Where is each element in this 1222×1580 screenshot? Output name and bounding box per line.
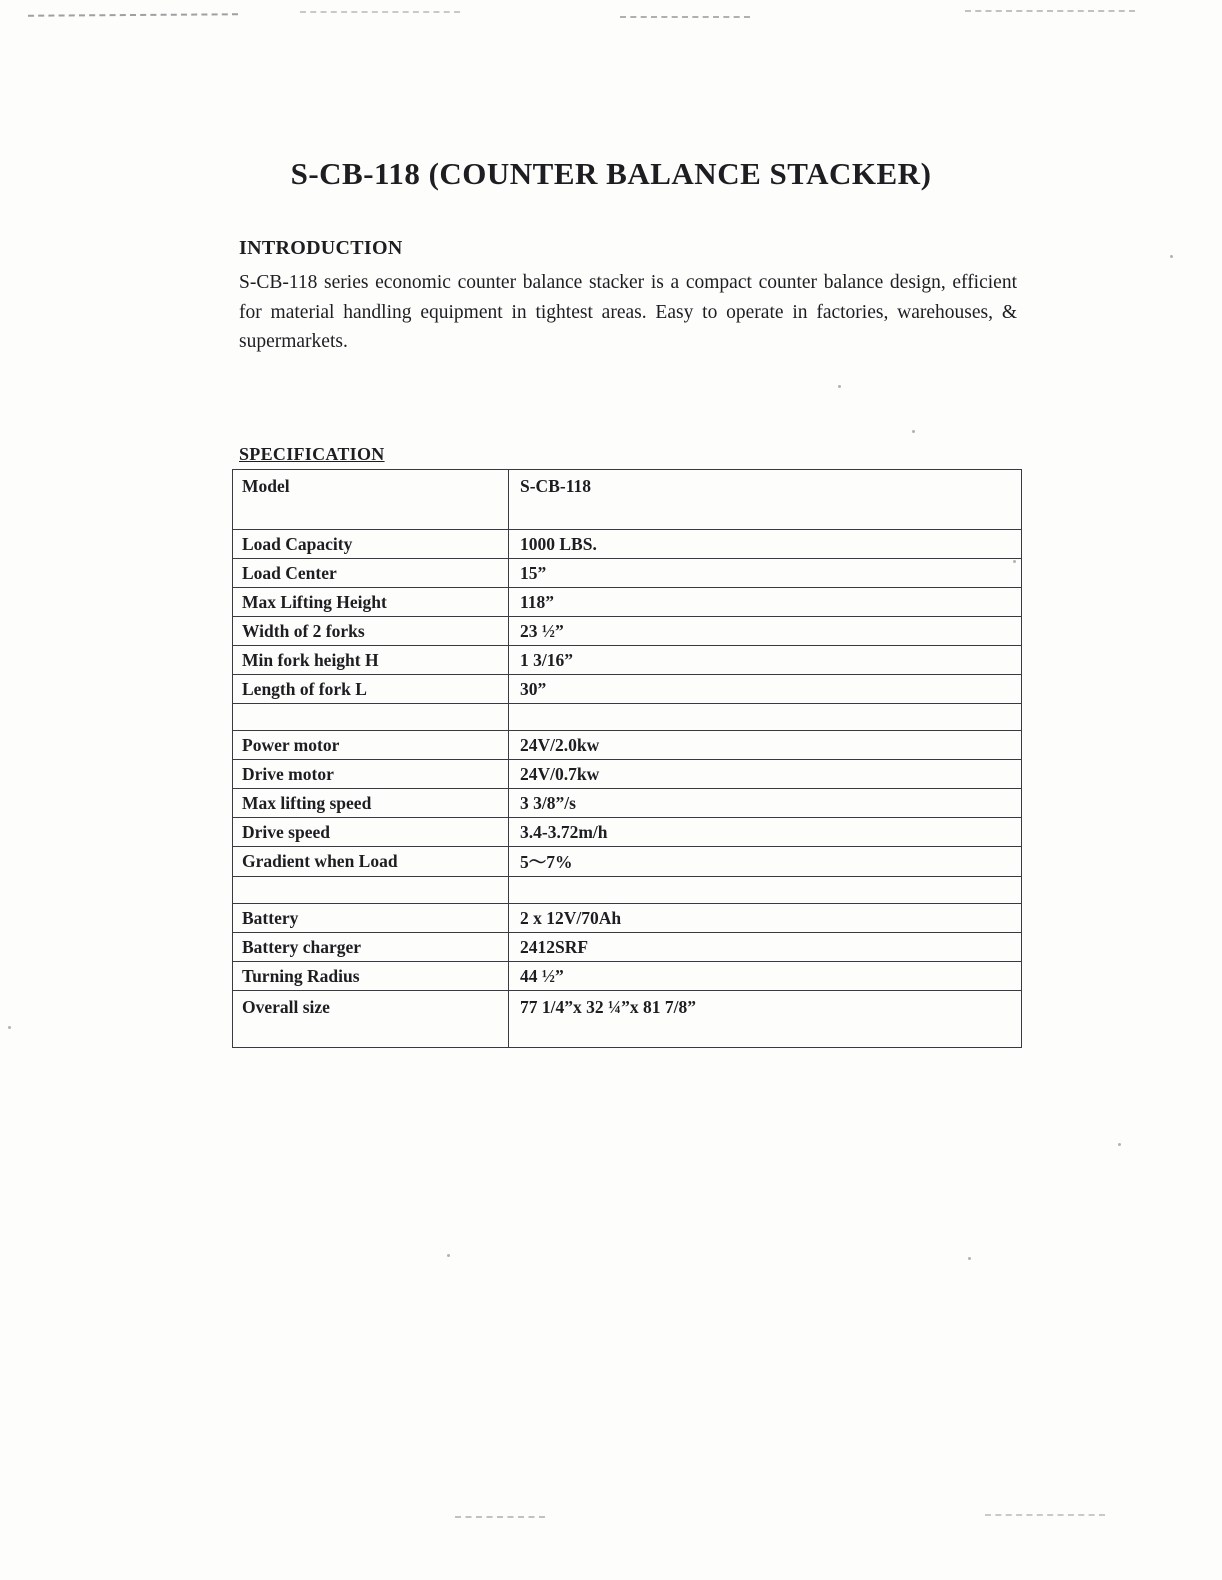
spec-table-body [233, 470, 1022, 1048]
spec-label: Load Capacity [233, 530, 509, 559]
spec-value: 24V/2.0kw [509, 731, 1022, 760]
spec-value: 5～7% [509, 847, 1022, 877]
table-row [233, 991, 1022, 1048]
spec-value: 77 1/4”x 32 ¼”x 81 7/8” [509, 991, 1022, 1048]
table-row [233, 962, 1022, 991]
spec-value: 24V/0.7kw [509, 760, 1022, 789]
table-row [233, 904, 1022, 933]
introduction-paragraph: S-CB-118 series economic counter balance stacker is a compact counter balance design, efficient for material handling equipment in tightest areas. Easy to operate in factories, warehouses, & supermarkets. [239, 272, 1017, 353]
specification-heading: SPECIFICATION [239, 444, 385, 464]
scan-speck [912, 430, 915, 433]
specification-table [232, 469, 1022, 1048]
spec-value: S-CB-118 [509, 470, 1022, 530]
spec-value: 3.4-3.72m/h [509, 818, 1022, 847]
spec-value: 1000 LBS. [509, 530, 1022, 559]
scan-artifact [300, 11, 460, 13]
table-row [233, 530, 1022, 559]
scan-speck [1170, 255, 1173, 258]
scan-artifact [455, 1516, 545, 1518]
table-row [233, 847, 1022, 877]
spec-label: Length of fork L [233, 675, 509, 704]
table-row [233, 933, 1022, 962]
table-row [233, 877, 1022, 904]
scan-speck [968, 1257, 971, 1260]
table-row [233, 760, 1022, 789]
scan-artifact [28, 13, 238, 16]
table-row [233, 818, 1022, 847]
spec-label [233, 877, 509, 904]
table-row [233, 588, 1022, 617]
page-title: S-CB-118 (COUNTER BALANCE STACKER) [290, 156, 932, 191]
table-row [233, 617, 1022, 646]
spec-value: 118” [509, 588, 1022, 617]
table-row [233, 789, 1022, 818]
spec-label: Drive motor [233, 760, 509, 789]
spec-value [509, 704, 1022, 731]
spec-label: Drive speed [233, 818, 509, 847]
spec-label [233, 704, 509, 731]
spec-label: Load Center [233, 559, 509, 588]
table-row [233, 704, 1022, 731]
spec-label: Battery [233, 904, 509, 933]
spec-label: Min fork height H [233, 646, 509, 675]
scan-artifact [985, 1514, 1105, 1516]
scan-artifact [965, 10, 1135, 12]
spec-label: Model [233, 470, 509, 530]
spec-label: Gradient when Load [233, 847, 509, 877]
table-row [233, 675, 1022, 704]
table-row [233, 559, 1022, 588]
spec-value: 15” [509, 559, 1022, 588]
table-row [233, 646, 1022, 675]
scan-speck [8, 1026, 11, 1029]
spec-value: 3 3/8”/s [509, 789, 1022, 818]
spec-value: 2 x 12V/70Ah [509, 904, 1022, 933]
spec-label: Power motor [233, 731, 509, 760]
spec-value: 23 ½” [509, 617, 1022, 646]
scan-speck [1118, 1143, 1121, 1146]
spec-label: Max Lifting Height [233, 588, 509, 617]
spec-label: Battery charger [233, 933, 509, 962]
scan-artifact [620, 16, 750, 18]
introduction-heading: INTRODUCTION [239, 237, 403, 259]
table-row [233, 470, 1022, 530]
spec-value: 44 ½” [509, 962, 1022, 991]
scan-speck [838, 385, 841, 388]
spec-label: Turning Radius [233, 962, 509, 991]
spec-label: Max lifting speed [233, 789, 509, 818]
spec-value [509, 877, 1022, 904]
spec-value: 30” [509, 675, 1022, 704]
spec-label: Width of 2 forks [233, 617, 509, 646]
spec-value: 1 3/16” [509, 646, 1022, 675]
spec-value: 2412SRF [509, 933, 1022, 962]
table-row [233, 731, 1022, 760]
spec-label: Overall size [233, 991, 509, 1048]
scan-speck [447, 1254, 450, 1257]
